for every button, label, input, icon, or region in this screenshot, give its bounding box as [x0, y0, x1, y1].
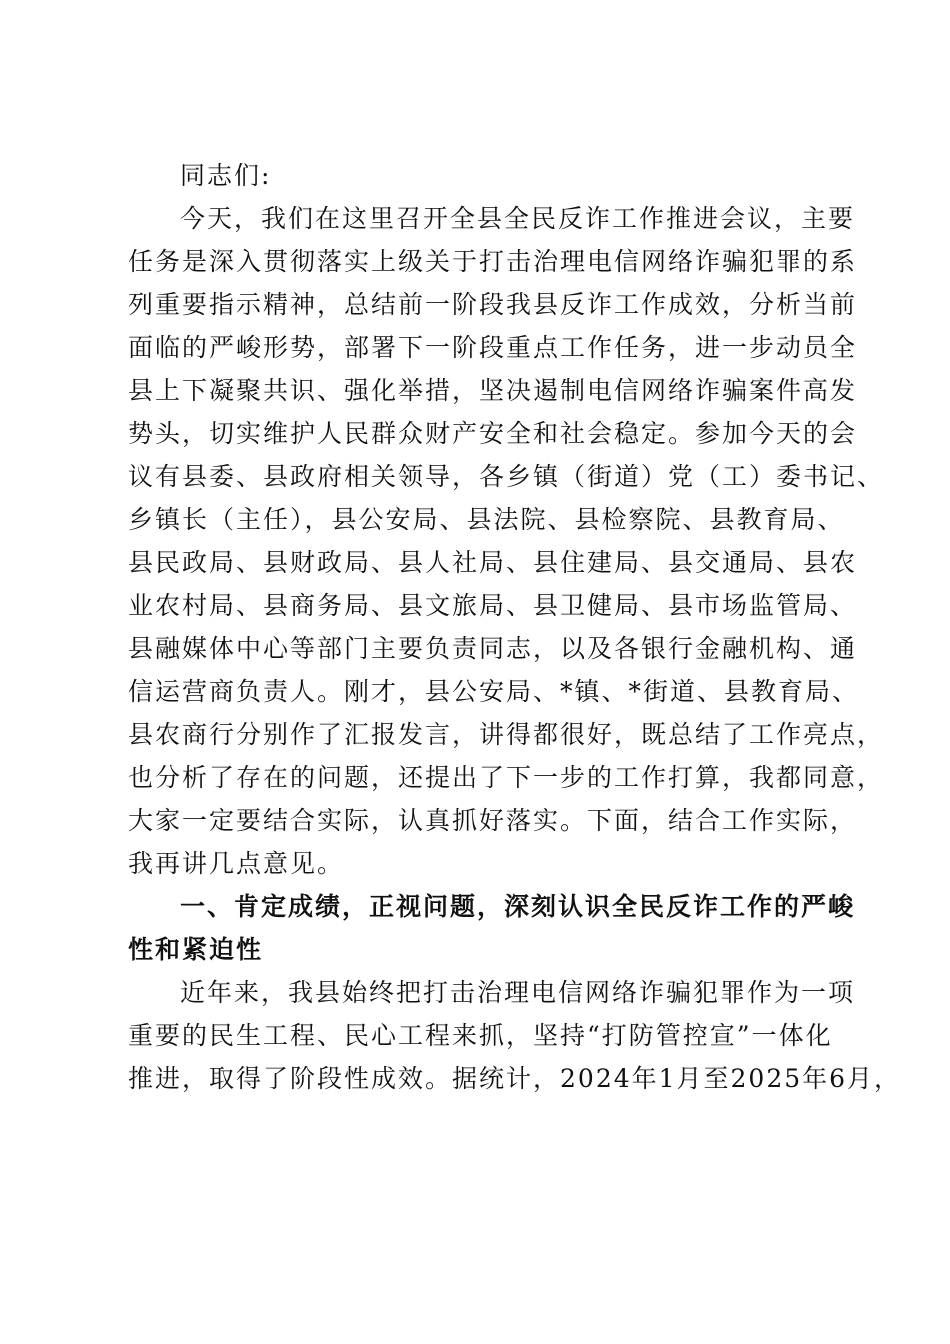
- para1-line: 县上下凝聚共识、强化举措，坚决遏制电信网络诈骗案件高发: [128, 376, 858, 405]
- para1-line: 信运营商负责人。刚才，县公安局、*镇、*街道、县教育局、: [128, 677, 860, 706]
- para1-line: 今天，我们在这里召开全县全民反诈工作推进会议，主要: [180, 204, 856, 233]
- para2-line: 推进，取得了阶段性成效。据统计，2024年1月至2025年6月，: [128, 1064, 902, 1093]
- para1-line: 势头，切实维护人民群众财产安全和社会稳定。参加今天的会: [128, 419, 858, 448]
- para1-line: 业农村局、县商务局、县文旅局、县卫健局、县市场监管局、: [128, 591, 858, 620]
- para1-line: 我再讲几点意见。: [128, 849, 345, 878]
- para2-line: 近年来，我县始终把打击治理电信网络诈骗犯罪作为一项: [180, 978, 856, 1007]
- para2-line: 重要的民生工程、民心工程来抓，坚持“打防管控宣”一体化: [128, 1021, 833, 1050]
- para1-line: 大家一定要结合实际，认真抓好落实。下面，结合工作实际，: [128, 806, 858, 835]
- section-heading-line: 性和紧迫性: [128, 935, 264, 964]
- para1-line: 列重要指示精神，总结前一阶段我县反诈工作成效，分析当前: [128, 290, 858, 319]
- para1-line: 也分析了存在的问题，还提出了下一步的工作打算，我都同意，: [128, 763, 885, 792]
- para1-line: 县民政局、县财政局、县人社局、县住建局、县交通局、县农: [128, 548, 858, 577]
- para1-line: 面临的严峻形势，部署下一阶段重点工作任务，进一步动员全: [128, 333, 858, 362]
- para1-line: 县农商行分别作了汇报发言，讲得都很好，既总结了工作亮点，: [128, 720, 885, 749]
- section-heading-line: 一、肯定成绩，正视问题，深刻认识全民反诈工作的严峻: [180, 892, 856, 921]
- salutation: 同志们:: [180, 161, 272, 190]
- para1-line: 乡镇长（主任），县公安局、县法院、县检察院、县教育局、: [128, 505, 845, 534]
- document-page: [128, 154, 902, 1100]
- para1-line: 议有县委、县政府相关领导，各乡镇（街道）党（工）委书记、: [128, 462, 885, 491]
- para1-line: 县融媒体中心等部门主要负责同志，以及各银行金融机构、通: [128, 634, 858, 663]
- para1-line: 任务是深入贯彻落实上级关于打击治理电信网络诈骗犯罪的系: [128, 247, 858, 276]
